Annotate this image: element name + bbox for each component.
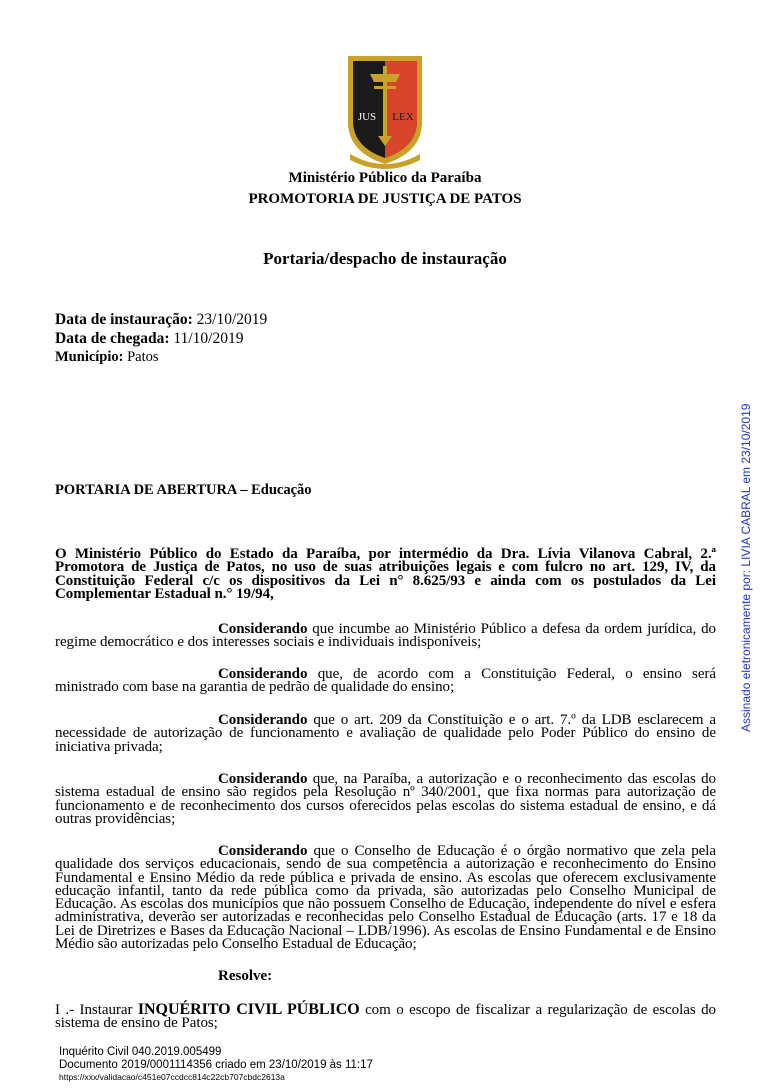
chegada-label: Data de chegada:: [55, 330, 170, 347]
considerando-lead: Considerando: [218, 621, 308, 637]
considerando-4: [55, 773, 716, 826]
promotoria-name: PROMOTORIA DE JUSTIÇA DE PATOS: [248, 191, 522, 207]
considerando-text: que incumbe ao Ministério Público a defesa da ordem jurídica, do regime democrático e dos interesses sociais e individuais indisponíveis;: [55, 621, 716, 651]
resolve-heading: Resolve:: [218, 968, 273, 984]
document-title: Portaria/despacho de instauração: [263, 249, 507, 268]
portaria-heading-text: PORTARIA DE ABERTURA – Educação: [55, 482, 312, 498]
considerando-5: [55, 845, 716, 951]
considerando-lead: Considerando: [218, 712, 308, 728]
chegada-value: 11/10/2019: [173, 330, 244, 347]
footer-inquerito: Inquérito Civil 040.2019.005499: [59, 1046, 222, 1058]
document-footer: [59, 1046, 373, 1082]
item-prefix: I .- Instaurar: [55, 1002, 138, 1018]
considerando-3: [55, 714, 716, 754]
municipio-label: Município:: [55, 349, 124, 365]
footer-validation-link[interactable]: https://xxx/validacao/c451e07ccdcc814c22cb707cbdc2613a: [59, 1072, 285, 1082]
footer-documento: Documento 2019/0001114356 criado em 23/10/2019 às 11:17: [59, 1059, 373, 1071]
emblem-text-right: LEX: [392, 111, 414, 123]
item-rest-text: com o escopo de fiscalizar a regularização de escolas do sistema de ensino de Patos;: [55, 1002, 716, 1032]
instauracao-label: Data de instauração:: [55, 311, 193, 328]
emblem-text-left: JUS: [357, 111, 377, 123]
considerando-text: que o art. 209 da Constituição e o art. 7.º da LDB esclarecem a necessidade de autorização de funcionamento e avaliação de qualidade pelo Poder Público do ensino de iniciativa privada;: [55, 712, 716, 755]
ministry-emblem: [340, 52, 430, 170]
considerando-lead: Considerando: [218, 666, 308, 682]
portaria-heading: [55, 482, 312, 499]
item-bold-text: INQUÉRITO CIVIL PÚBLICO: [137, 1001, 360, 1018]
considerando-text: que, de acordo com a Constituição Federal, o ensino será ministrado com base na garantia de pedrão de qualidade do ensino;: [55, 666, 716, 696]
municipio-value: Patos: [127, 349, 159, 365]
ministry-name: Ministério Público da Paraíba: [288, 170, 482, 186]
considerando-lead: Considerando: [218, 771, 308, 787]
considerando-2: [55, 668, 716, 695]
considerando-text: que, na Paraíba, a autorização e o reconhecimento das escolas do sistema estadual de ensino são regidos pela Resolução nº 340/2001, que fixa normas para autorização de funcionamento e de reconhecimento dos cursos oferecidos pelas escolas do sistema estadual de ensino, e dá outras providências;: [55, 771, 716, 827]
resolution-item-1: [55, 1003, 716, 1031]
considerando-text: que o Conselho de Educação é o órgão normativo que zela pela qualidade dos serviços educacionais, sendo de sua competência a autorização e reconhecimento do Ensino Fundamental e Ensino Médio da rede pública e privada de ensino. As escolas que oferecem exclusivamente educação infantil, tanto da rede pública como da privada, são autorizadas pelo Conselho Municipal de Educação. As escolas dos municípios que não possuem Conselho de Educação, independente do nível e esfera administrativa, deverão ser autorizadas e reconhecidas pelo Conselho Estadual de Educação (arts. 17 e 18 da Lei de Diretrizes e Bases da Educação Nacional – LDB/1996). As escolas de Ensino Fundamental e de Ensino Médio são autorizadas pelo Conselho Estadual de Educação;: [55, 843, 716, 953]
info-block: [55, 310, 267, 367]
instauracao-value: 23/10/2019: [196, 311, 268, 328]
considerando-1: [55, 623, 716, 650]
considerando-lead: Considerando: [218, 843, 308, 859]
electronic-signature: Assinado eletronicamente por: LIVIA CABRAL em 23/10/2019: [739, 403, 753, 732]
intro-paragraph: O Ministério Público do Estado da Paraíba, por intermédio da Dra. Lívia Vilanova Cabral, 2.ª Promotora de Justiça de Patos, no uso de suas atribuições legais e com fulcro no art. 129, IV, da Constituição Federal c/c os dispositivos da Lei n° 8.625/93 e ainda com os postulados da Lei Complementar Estadual n.° 19/94,: [55, 546, 716, 602]
